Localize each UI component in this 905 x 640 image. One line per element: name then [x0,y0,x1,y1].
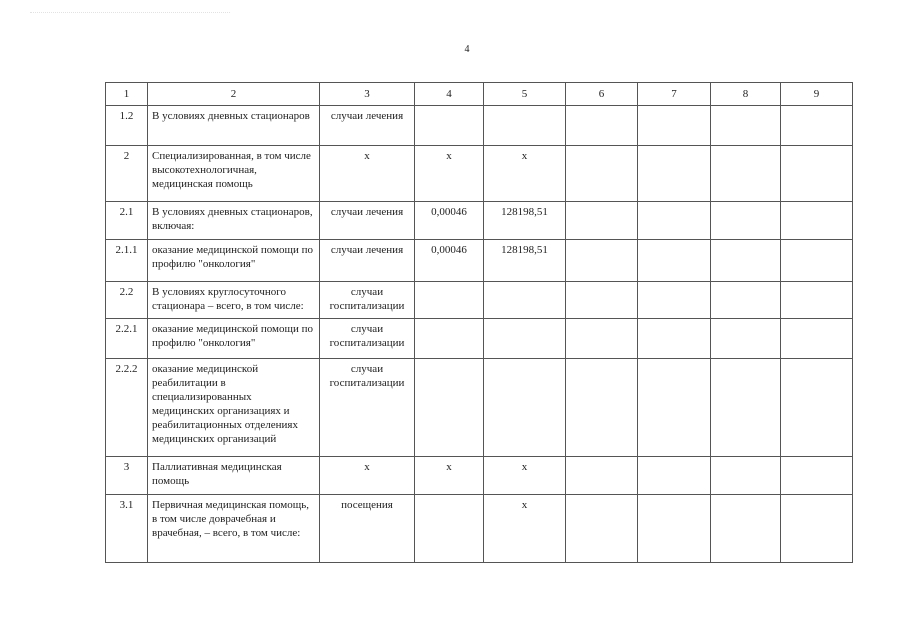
row-cell-8 [711,106,781,146]
row-cell-7 [638,359,711,457]
row-cell-6 [566,319,638,359]
row-code: 1.2 [106,106,148,146]
row-unit: случаи госпитализации [320,282,415,319]
row-code: 2.1.1 [106,240,148,282]
row-cell-9 [781,457,853,495]
row-cell-7 [638,495,711,563]
row-cell-4: х [415,146,484,202]
row-cell-4 [415,495,484,563]
row-cell-5: х [484,146,566,202]
row-cell-6 [566,457,638,495]
row-cell-5 [484,319,566,359]
row-cell-5 [484,359,566,457]
scan-artifact [30,12,230,17]
row-cell-6 [566,495,638,563]
row-name: В условиях дневных стационаров, включая: [148,202,320,240]
row-cell-4: 0,00046 [415,240,484,282]
row-cell-7 [638,319,711,359]
row-cell-5 [484,282,566,319]
row-code: 3.1 [106,495,148,563]
row-cell-4: х [415,457,484,495]
row-name: Специализированная, в том числе высокотехнологичная, медицинская помощь [148,146,320,202]
row-cell-8 [711,319,781,359]
row-unit: случаи лечения [320,240,415,282]
row-name: оказание медицинской помощи по профилю "онкология" [148,319,320,359]
row-cell-4 [415,106,484,146]
row-name: Первичная медицинская помощь, в том числе доврачебная и врачебная, – всего, в том числе: [148,495,320,563]
column-header: 8 [711,83,781,106]
column-header: 7 [638,83,711,106]
row-cell-9 [781,240,853,282]
row-cell-4 [415,282,484,319]
table-row [106,319,853,359]
row-cell-8 [711,240,781,282]
row-cell-9 [781,282,853,319]
table-row [106,359,853,457]
row-cell-7 [638,146,711,202]
row-cell-6 [566,202,638,240]
row-cell-9 [781,359,853,457]
row-unit: посещения [320,495,415,563]
row-cell-6 [566,240,638,282]
row-code: 2.2.2 [106,359,148,457]
row-cell-4: 0,00046 [415,202,484,240]
row-cell-5: х [484,495,566,563]
row-name: В условиях круглосуточного стационара – всего, в том числе: [148,282,320,319]
row-cell-4 [415,359,484,457]
row-name: оказание медицинской реабилитации в специализированных медицинских организациях и реабилитационных отделениях медицинских организаций [148,359,320,457]
row-cell-4 [415,319,484,359]
column-header: 6 [566,83,638,106]
row-cell-5: 128198,51 [484,202,566,240]
row-name: В условиях дневных стационаров [148,106,320,146]
row-cell-5: х [484,457,566,495]
row-cell-9 [781,106,853,146]
row-code: 3 [106,457,148,495]
row-cell-5: 128198,51 [484,240,566,282]
row-cell-7 [638,240,711,282]
column-header: 4 [415,83,484,106]
row-unit: случаи лечения [320,202,415,240]
row-code: 2.2.1 [106,319,148,359]
table-row [106,240,853,282]
row-code: 2.2 [106,282,148,319]
column-header: 3 [320,83,415,106]
row-name: Паллиативная медицинская помощь [148,457,320,495]
row-name: оказание медицинской помощи по профилю "онкология" [148,240,320,282]
column-header: 5 [484,83,566,106]
table-row [106,146,853,202]
row-cell-9 [781,495,853,563]
row-cell-8 [711,282,781,319]
table-row [106,106,853,146]
row-cell-6 [566,106,638,146]
row-cell-8 [711,359,781,457]
row-unit: случаи лечения [320,106,415,146]
row-cell-7 [638,457,711,495]
column-header: 2 [148,83,320,106]
row-cell-9 [781,319,853,359]
row-unit: х [320,146,415,202]
row-cell-8 [711,457,781,495]
table-row [106,282,853,319]
row-cell-5 [484,106,566,146]
row-cell-7 [638,202,711,240]
row-cell-8 [711,495,781,563]
table-row [106,457,853,495]
table-row [106,495,853,563]
row-cell-7 [638,282,711,319]
column-header: 1 [106,83,148,106]
table-header-row [106,83,853,106]
page-number: 4 [464,44,470,55]
data-table [105,82,853,563]
row-cell-6 [566,359,638,457]
row-code: 2.1 [106,202,148,240]
row-code: 2 [106,146,148,202]
column-header: 9 [781,83,853,106]
row-unit: случаи госпитализации [320,359,415,457]
row-unit: случаи госпитализации [320,319,415,359]
row-cell-6 [566,282,638,319]
row-cell-8 [711,202,781,240]
row-cell-7 [638,106,711,146]
row-cell-9 [781,202,853,240]
row-cell-6 [566,146,638,202]
row-cell-8 [711,146,781,202]
row-unit: х [320,457,415,495]
row-cell-9 [781,146,853,202]
table-row [106,202,853,240]
